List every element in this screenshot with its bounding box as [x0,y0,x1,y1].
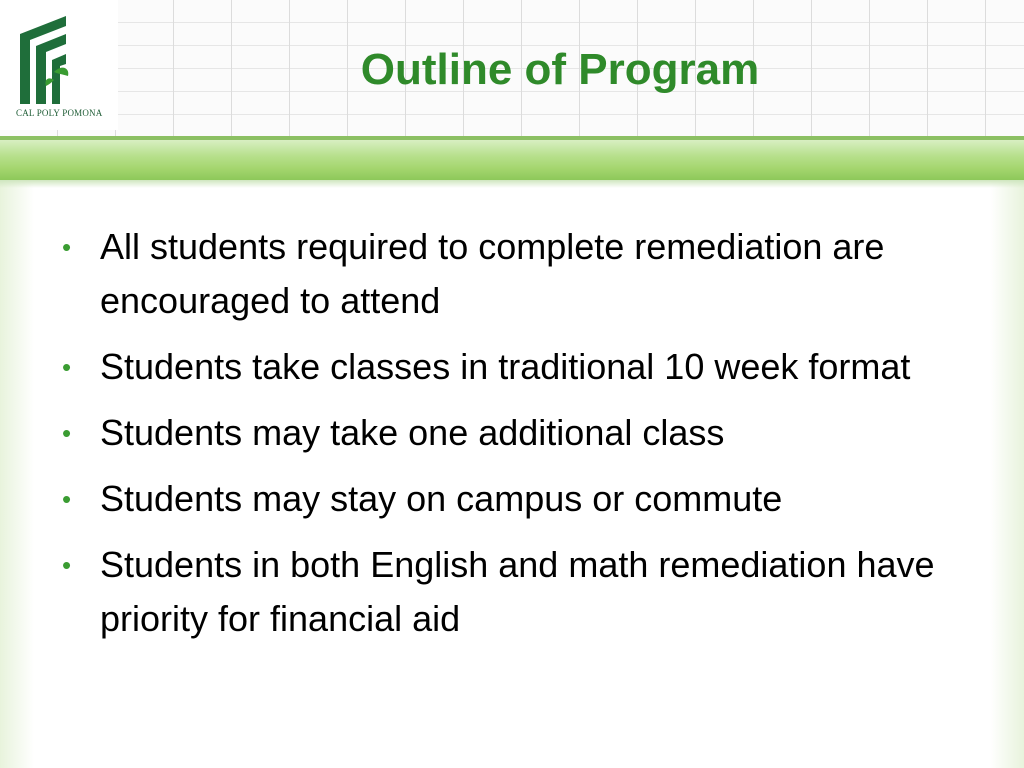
bullet-item [62,406,992,460]
bullet-text: Students may take one additional class [100,412,725,453]
cal-poly-pomona-logo-icon [14,16,70,104]
bullet-list [62,220,992,658]
green-header-band [0,140,1024,180]
bullet-text: Students in both English and math remediation have priority for financial aid [100,544,935,639]
bullet-point-icon: • [62,550,72,580]
bullet-item [62,340,992,394]
bullet-item [62,220,992,328]
band-shadow [0,180,1024,188]
bullet-point-icon: • [62,418,72,448]
bullet-item [62,538,992,646]
bullet-item [62,472,992,526]
bullet-point-icon: • [62,352,72,382]
slide-title: Outline of Program [360,45,760,94]
logo-wordmark: CAL POLY POMONA [16,108,103,118]
bullet-text: Students take classes in traditional 10 week format [100,346,911,387]
bullet-text: Students may stay on campus or commute [100,478,783,519]
logo [0,0,118,130]
bullet-point-icon: • [62,484,72,514]
bullet-point-icon: • [62,232,72,262]
bullet-text: All students required to complete remediation are encouraged to attend [100,226,885,321]
